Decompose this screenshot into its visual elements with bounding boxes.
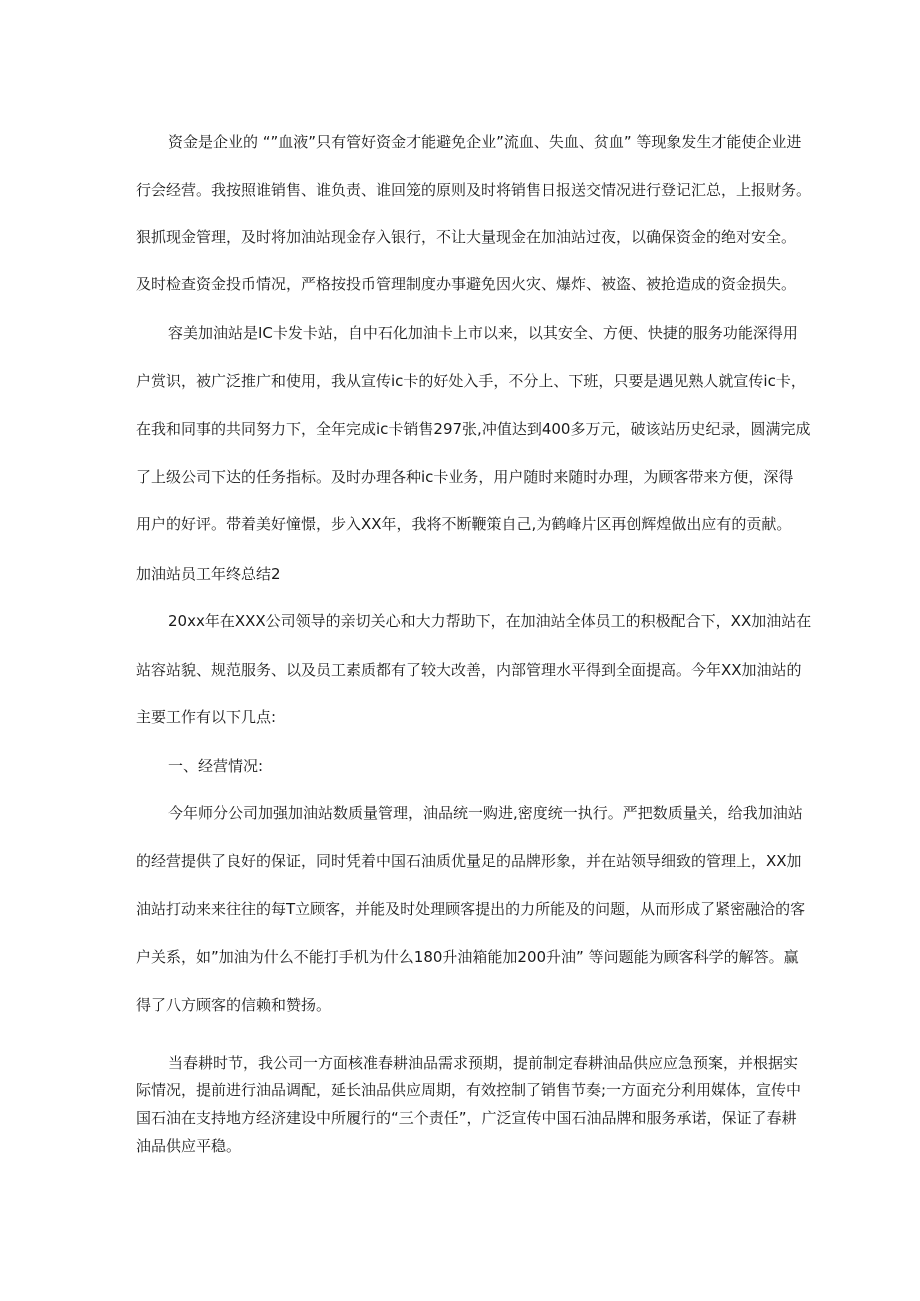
text-line: 用户的好评。带着美好憧憬，步入XX年，我将不断鞭策自己,为鹤峰片区再创辉煌做出应有的贡献。 [136, 515, 792, 533]
text-line: 容美加油站是IC卡发卡站，自中石化加油卡上市以来，以其安全、方便、快捷的服务功能深得用 [168, 324, 798, 342]
text-line: 国石油在支持地方经济建设中所履行的“三个责任”，广泛宣传中国石油品牌和服务承诺，保证了春耕 [136, 1109, 797, 1127]
section-title: 加油站员工年终总结2 [136, 565, 281, 583]
text-line: 站容站貌、规范服务、以及员工素质都有了较大改善，内部管理水平得到全面提高。今年XX加油站的 [136, 661, 802, 679]
text-line: 油品供应平稳。 [136, 1137, 242, 1155]
text-line: 在我和同事的共同努力下，全年完成ic卡销售297张,冲值达到400多万元，破该站历史纪录，圆满完成 [136, 420, 811, 438]
text-line: 狠抓现金管理，及时将加油站现金存入银行，不让大量现金在加油站过夜，以确保资金的绝对安全。 [136, 228, 797, 246]
text-line: 今年师分公司加强加油站数质量管理，油品统一购进,密度统一执行。严把数质量关，给我加油站 [168, 804, 803, 822]
subheading: 一、经营情况: [168, 757, 264, 775]
text-line: 资金是企业的 “”血液”只有管好资金才能避免企业”流血、失血、贫血” 等现象发生才能使企业进 [168, 133, 802, 151]
text-line: 行会经营。我按照谁销售、谁负责、谁回笼的原则及时将销售日报送交情况进行登记汇总，上报财务。 [136, 181, 812, 199]
text-line: 油站打动来来往往的每T立顾客，并能及时处理顾客提出的力所能及的问题，从而形成了紧密融洽的客 [136, 900, 806, 918]
text-line: 20xx年在XXX公司领导的亲切关心和大力帮助下，在加油站全体员工的积极配合下，XX加油站在 [168, 612, 812, 630]
text-line: 得了八方顾客的信赖和赞扬。 [136, 996, 332, 1014]
text-line: 户关系，如”加油为什么不能打手机为什么180升油箱能加200升油” 等问题能为顾客科学的解答。赢 [136, 948, 799, 966]
text-line: 主要工作有以下几点: [136, 708, 277, 726]
text-line: 及时检查资金投币情况，严格按投币管理制度办事避免因火灾、爆炸、被盗、被抢造成的资金损失。 [136, 275, 797, 293]
text-line: 的经营提供了良好的保证，同时凭着中国石油质优量足的品牌形象，并在站领导细致的管理上，XX加 [136, 852, 802, 870]
text-line: 际情况，提前进行油品调配，延长油品供应周期，有效控制了销售节奏;一方面充分利用媒体，宣传中 [136, 1081, 802, 1099]
text-line: 当春耕时节，我公司一方面核准春耕油品需求预期，提前制定春耕油品供应应急预案，并根据实 [168, 1054, 799, 1072]
text-line: 户赏识，被广泛推广和使用，我从宣传ic卡的好处入手，不分上、下班，只要是遇见熟人就宣传ic卡， [136, 372, 806, 390]
text-line: 了上级公司下达的任务指标。及时办理各种ic卡业务，用户随时来随时办理，为顾客带来方便，深得 [136, 468, 794, 486]
